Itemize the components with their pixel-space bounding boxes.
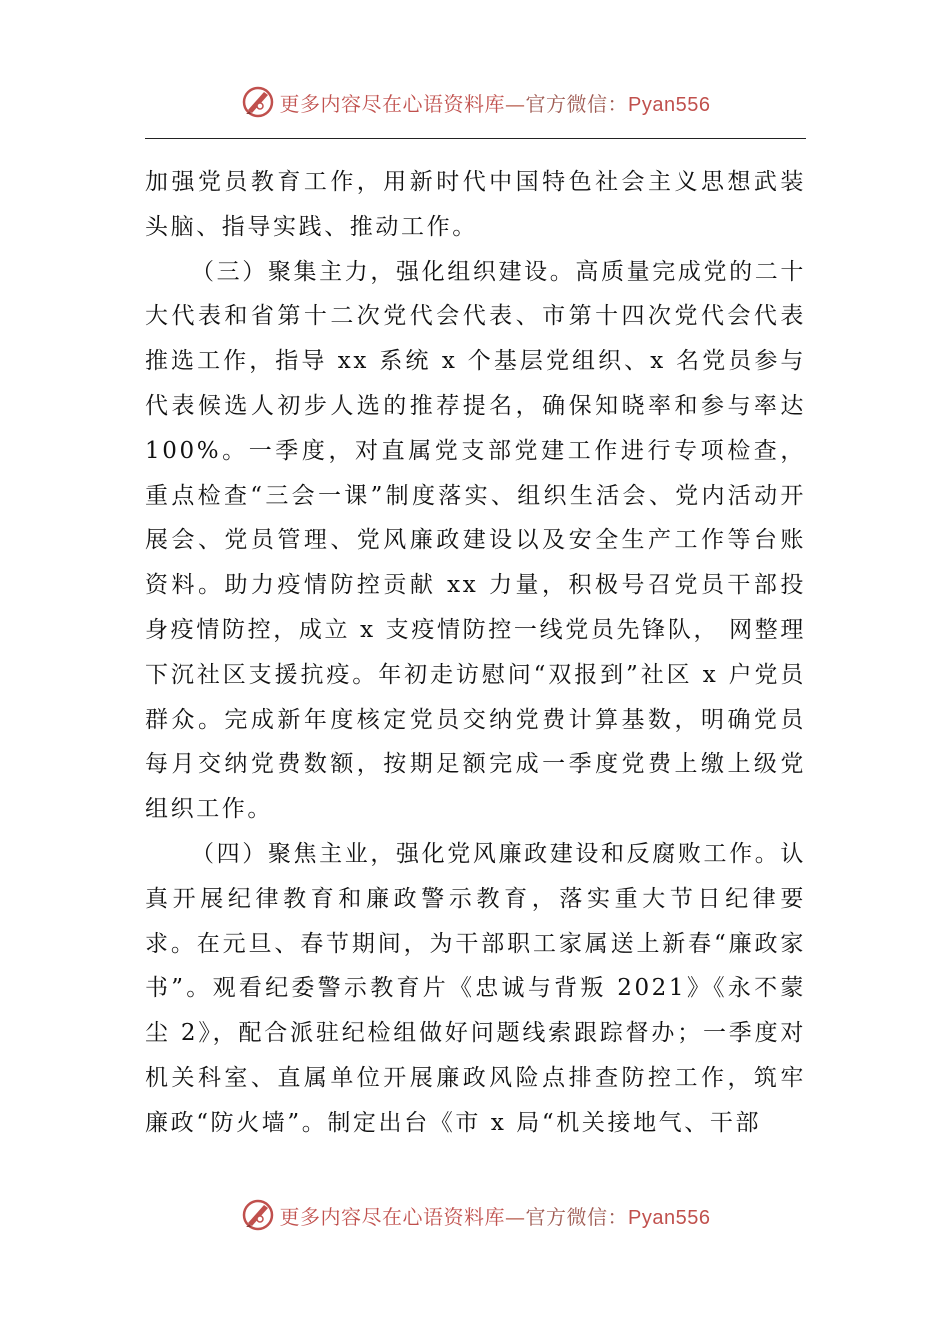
paragraph-3: （四）聚焦主业，强化党风廉政建设和反腐败工作。认真开展纪律教育和廉政警示教育，落实重大节日纪律要求。在元旦、春节期间，为干部职工家属送上新春“廉政家书”。观看纪委警示教育片《忠诚与背叛 2021》《永不蒙尘 2》，配合派驻纪检组做好问题线索跟踪督办；一季度对机关科室、直属单位开展廉政风险点排查防控工作，筑牢廉政“防火墙”。制定出台《市 x 局“机关接地气、干部	[145, 840, 806, 1136]
header-banner	[0, 80, 950, 124]
pen-seal-logo-icon	[240, 1197, 276, 1233]
header-banner-text	[280, 88, 711, 117]
pen-seal-logo-icon	[240, 84, 276, 120]
banner-dash: —	[505, 1204, 526, 1229]
body-text	[145, 160, 806, 1146]
paragraph-2: （三）聚集主力，强化组织建设。高质量完成党的二十大代表和省第十二次党代会代表、市第十四次党代会代表推选工作，指导 xx 系统 x 个基层党组织、x 名党员参与代表候选人初步人选的推荐提名，确保知晓率和参与率达 100%。一季度，对直属党支部党建工作进行专项检查，重点检查“三会一课”制度落实、组织生活会、党内活动开展会、党员管理、党风廉政建设以及安全生产工作等台账资料。助力疫情防控贡献 xx 力量，积极号召党员干部投身疫情防控，成立 x 支疫情防控一线党员先锋队， 网整理 下沉社区支援抗疫。年初走访慰问“双报到”社区 x 户党员群众。完成新年度核定党员交纳党费计算基数，明确党员每月交纳党费数额，按期足额完成一季度党费上缴上级党组织工作。	[145, 258, 806, 823]
footer-banner	[0, 1193, 950, 1237]
banner-wechat-id: Pyan556	[628, 1206, 711, 1229]
header-rule	[145, 138, 806, 139]
banner-dash: —	[505, 91, 526, 116]
paragraph-1: 加强党员教育工作，用新时代中国特色社会主义思想武装头脑、指导实践、推动工作。	[145, 169, 806, 240]
banner-wechat-id: Pyan556	[628, 93, 711, 116]
banner-label: 官方微信：	[525, 1204, 629, 1229]
footer-banner-text	[280, 1201, 711, 1230]
banner-prefix: 更多内容尽在心语资料库	[279, 91, 506, 116]
banner-prefix: 更多内容尽在心语资料库	[279, 1204, 506, 1229]
banner-label: 官方微信：	[525, 91, 629, 116]
